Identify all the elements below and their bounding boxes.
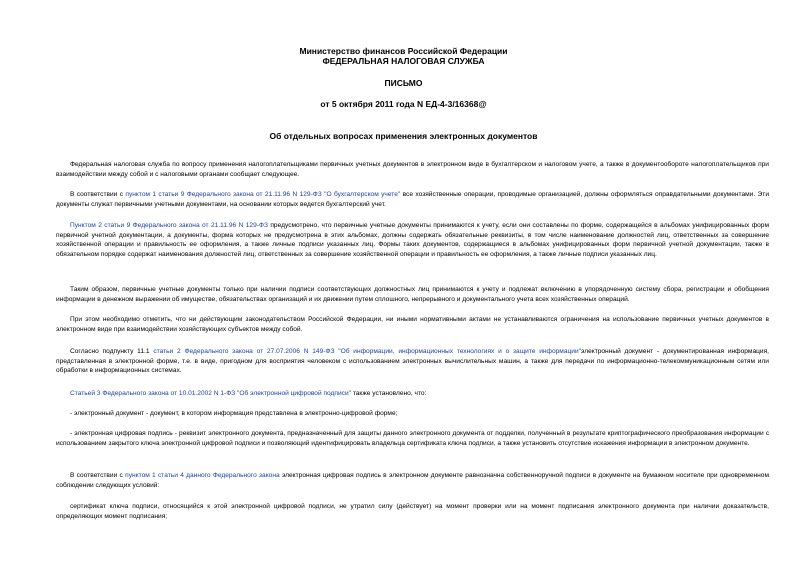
paragraph-6-text: электронный документ - документированная информация, представленная в электронной форме, т.е. в виде, пригодном для восприятия человеком с использованием электронных вычислительных машин, а также для передачи по информационно-телекоммуникационным сетям или обработки в информационных системах. bbox=[56, 348, 769, 375]
paragraph-1-text: Федеральная налоговая служба по вопросу применения налогоплательщиками первичных учетных документов в электронном виде в бухгалтерском и налоговом учете, а также в документообороте налогоплательщиков при взаимодействии между собой и с налоговыми органами сообщает следующее. bbox=[56, 161, 769, 178]
paragraph-7-text: также установлено, что: bbox=[350, 390, 427, 397]
law-129-article-9-p2-link[interactable]: Пунктом 2 статьи 9 Федерального закона от 21.11.96 N 129-ФЗ bbox=[70, 222, 268, 229]
paragraph-5 bbox=[56, 315, 769, 334]
paragraph-10 bbox=[56, 471, 769, 490]
paragraph-9-text: - электронная цифровая подпись - реквизит электронного документа, предназначенный для защиты данного электронного документа от подделки, полученный в результате криптографического преобразования информации с использованием закрытого ключа электронной цифровой подписи и позволяющий идентифицировать владельца сертификата ключа подписи, а также установить отсутствие искажения информации в электронном документе. bbox=[56, 430, 769, 447]
law-129-article-9-p1-link[interactable]: пунктом 1 статьи 9 Федерального закона от 21.11.96 N 129-ФЗ "О бухгалтерском учете" bbox=[125, 191, 401, 198]
paragraph-4 bbox=[56, 285, 769, 304]
paragraph-2 bbox=[56, 190, 769, 209]
paragraph-3-text: предусмотрено, что первичные учетные документы принимаются к учету, если они составлены по форме, содержащейся в альбомах унифицированных форм первичной учетной документации, а документы, форма которых не предусмотрена в этих альбомах, должны содержать обязательные реквизиты, в том числе наименование должностей лиц, ответственных за совершение хозяйственной операции и правильность ее оформления, а также личные подписи указанных лиц. Формы таких документов, содержащиеся в альбомах унифицированных форм первичной учетной документации, также в обязательном порядке содержат наименования должностей лиц, ответственных за совершение хозяйственной операции и правильность ее оформления, а также личные подписи указанных лиц. bbox=[56, 222, 769, 258]
ministry-name: Министерство финансов Российской Федерации bbox=[299, 46, 508, 56]
law-1-article-3-link[interactable]: Статьей 3 Федерального закона от 10.01.2002 N 1-ФЗ "Об электронной цифровой подписи" bbox=[70, 390, 351, 397]
paragraph-10-lead: В соответствии с bbox=[70, 472, 126, 479]
service-name: ФЕДЕРАЛЬНАЯ НАЛОГОВАЯ СЛУЖБА bbox=[322, 56, 485, 66]
paragraph-9 bbox=[56, 429, 769, 448]
document-subject: Об отдельных вопросах применения электронных документов bbox=[269, 131, 538, 141]
paragraph-8-text: - электронный документ - документ, в котором информация представлена в электронно-цифровой форме; bbox=[70, 410, 398, 417]
paragraph-7 bbox=[56, 389, 769, 399]
paragraph-2-lead: В соответствии с bbox=[70, 191, 126, 198]
paragraph-2-text: все хозяйственные операции, проводимые организацией, должны оформляться оправдательными документами. Эти документы служат первичными учетными документами, на основании которых ведется бухгалтерский учет. bbox=[56, 191, 769, 208]
paragraph-6-lead: Согласно подпункту 11.1 bbox=[70, 348, 154, 355]
document-date-number: от 5 октября 2011 года N ЕД-4-3/16368@ bbox=[320, 99, 487, 109]
paragraph-11-text: сертификат ключа подписи, относящийся к этой электронной цифровой подписи, не утратил силу (действует) на момент проверки или на момент подписания электронного документа при наличии доказательств, определяющих момент подписания; bbox=[56, 503, 769, 520]
document-type: ПИСЬМО bbox=[384, 78, 423, 88]
paragraph-11 bbox=[56, 502, 769, 521]
paragraph-8 bbox=[56, 409, 769, 419]
paragraph-1 bbox=[56, 160, 769, 179]
paragraph-6 bbox=[56, 347, 769, 376]
paragraph-3 bbox=[56, 221, 769, 259]
law-149-article-2-link[interactable]: статьи 2 Федерального закона от 27.07.2006 N 149-ФЗ "Об информации, информационных технологиях и о защите информации" bbox=[153, 348, 581, 355]
paragraph-10-text: электронная цифровая подпись в электронном документе равнозначна собственноручной подписи в документе на бумажном носителе при одновременном соблюдении следующих условий: bbox=[56, 472, 770, 489]
paragraph-4-text: Таким образом, первичные учетные документы только при наличии подписи соответствующих должностных лиц принимаются к учету и подлежат включению в упорядоченную систему сбора, регистрации и обобщения информации в денежном выражении об имуществе, обязательствах организаций и их движении путем сплошного, непрерывного и документального учета всех хозяйственных операций. bbox=[56, 286, 769, 303]
law-1-article-4-link[interactable]: пунктом 1 статьи 4 данного Федерального закона bbox=[125, 472, 280, 479]
paragraph-5-text: При этом необходимо отметить, что ни действующим законодательством Российской Федерации, ни иными нормативными актами не устанавливаются ограничения на использование первичных учетных документов в электронном виде при взаимодействии хозяйствующих субъектов между собой. bbox=[56, 316, 769, 333]
